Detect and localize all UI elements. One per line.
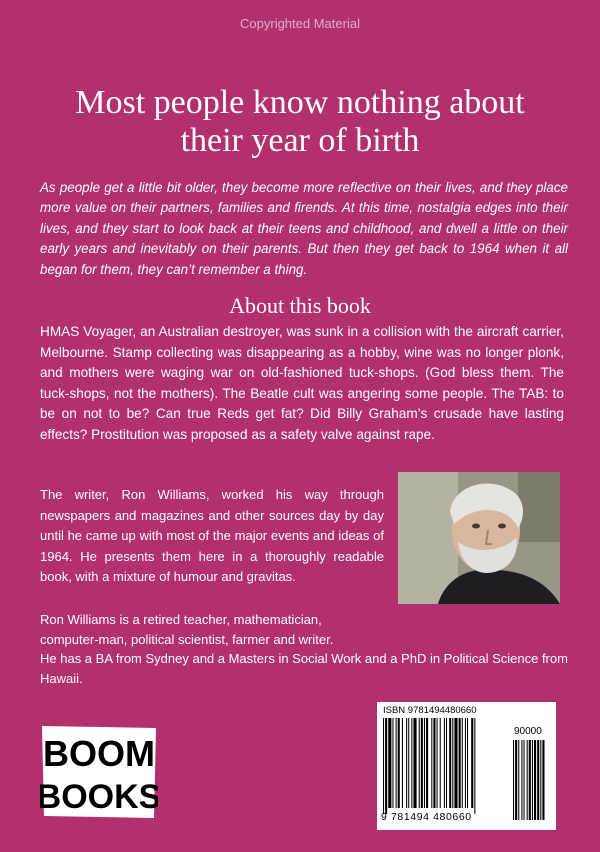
author-bio: [40, 610, 570, 688]
price-code-label: 90000: [514, 726, 542, 737]
writer-paragraph: The writer, Ron Williams, worked his way through newspapers and magazines and other sources day by day until he came up with most of the major events and ideas of 1964. He presents them here in a thoroughly readable book, with a mixture of humour and gravitas.: [40, 487, 384, 585]
boom-books-logo: [40, 724, 158, 820]
headline-line-2: their year of birth: [180, 122, 420, 159]
bio-line-1: Ron Williams is a retired teacher, mathematician,: [40, 612, 322, 627]
logo-text-boom: BOOM: [43, 733, 155, 774]
isbn-digits: 9 781494 480660: [381, 811, 472, 823]
bio-line-3: He has a BA from Sydney and a Masters in Social Work and a PhD in Political Science from Hawaii.: [40, 651, 568, 686]
isbn-barcode: [377, 702, 556, 830]
isbn-label: ISBN 9781494480660: [383, 705, 477, 716]
author-portrait-illustration: [398, 472, 560, 604]
intro-paragraph: As people get a little bit older, they become more reflective on their lives, and they place more value on their partners, families and firends. At this time, nostalgia edges into their lives, and they start to look back at their teens and childhood, and dwell a little on their early years and inevitably on their parents. But then they get back to 1964 when it all began for them, they can’t remember a thing.: [40, 180, 568, 277]
about-body: HMAS Voyager, an Australian destroyer, was sunk in a collision with the aircraft carrier, Melbourne. Stamp collecting was disappearing as a hobby, wine was no longer plonk, and mothers were waging war on old-fashioned tuck-shops. (God bless them. The tuck-shops, not the mothers). The Beatle cult was angering some people. The TAB: to be on not to be? Can true Reds get fat? Did Billy Graham’s crusade have lasting effects? Prostitution was proposed as a safety valve against rape.: [40, 324, 564, 442]
headline: [40, 84, 560, 160]
bio-line-2: computer-man, political scientist, farmer and writer.: [40, 631, 334, 647]
about-title: About this book: [229, 293, 371, 318]
copyright-watermark: Copyrighted Material: [240, 16, 360, 31]
logo-text-books: BOOKS: [40, 778, 158, 816]
headline-line-1: Most people know nothing about: [75, 84, 525, 121]
author-photo: [398, 472, 560, 604]
